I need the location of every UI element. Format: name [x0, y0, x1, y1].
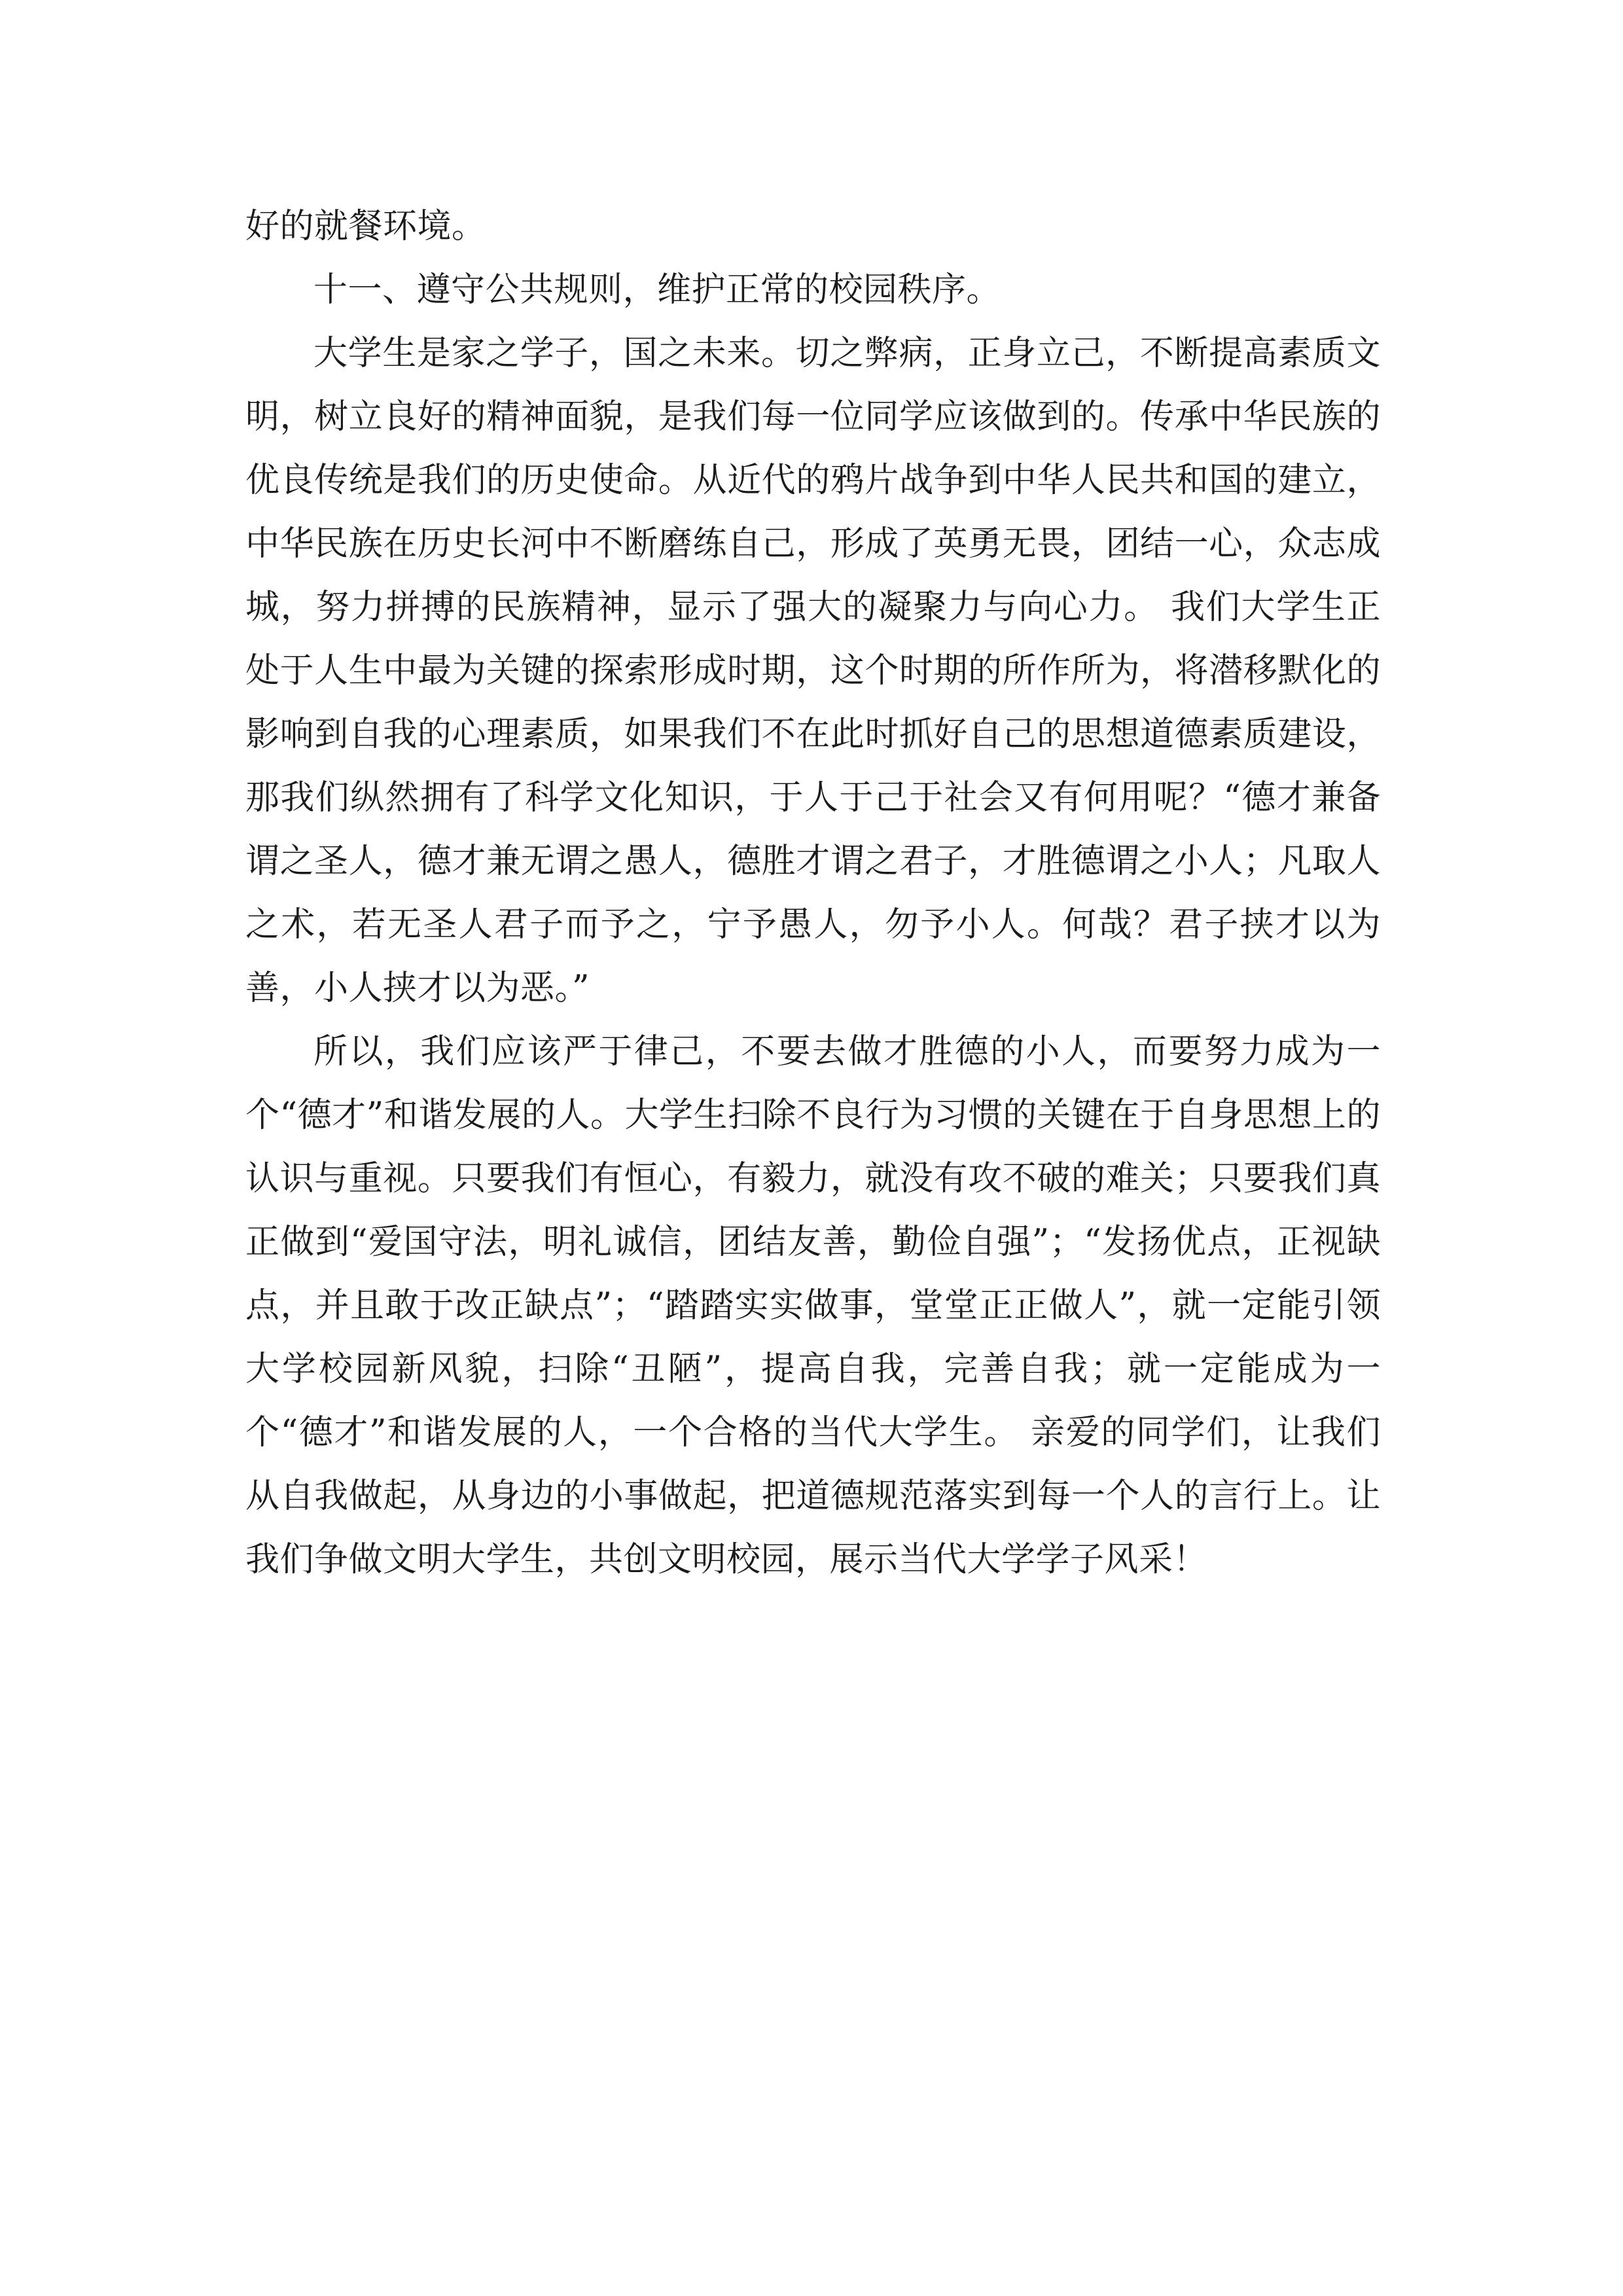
- document-body: [245, 195, 1381, 1592]
- paragraph-rule-heading: 十一、遵守公共规则，维护正常的校园秩序。: [313, 270, 1001, 310]
- paragraph-continuation: 好的就餐环境。: [245, 207, 486, 246]
- paragraph-conclusion: 所以，我们应该严于律己，不要去做才胜德的小人，而要努力成为一个“德才”和谐发展的人。大学生扫除不良行为习惯的关键在于自身思想上的认识与重视。只要我们有恒心，有毅力，就没有攻不破的难关；只要我们真正做到“爱国守法，明礼诚信，团结友善，勤俭自强”；“发扬优点，正视缺点，并且敢于改正缺点”；“踏踏实实做事，堂堂正正做人”，就一定能引领大学校园新风貌，扫除“丑陋”，提高自我，完善自我；就一定能成为一个“德才”和谐发展的人，一个合格的当代大学生。 亲爱的同学们，让我们从自我做起，从身边的小事做起，把道德规范落实到每一个人的言行上。让我们争做文明大学生，共创文明校园，展示当代大学学子风采！: [245, 1032, 1381, 1579]
- paragraph-body: 大学生是家之学子，国之未来。切之弊病，正身立己，不断提高素质文明，树立良好的精神面貌，是我们每一位同学应该做到的。传承中华民族的优良传统是我们的历史使命。从近代的鸦片战争到中华人民共和国的建立，中华民族在历史长河中不断磨练自己，形成了英勇无畏，团结一心，众志成城，努力拼搏的民族精神，显示了强大的凝聚力与向心力。 我们大学生正处于人生中最为关键的探索形成时期，这个时期的所作所为，将潜移默化的影响到自我的心理素质，如果我们不在此时抓好自己的思想道德素质建设，那我们纵然拥有了科学文化知识，于人于己于社会又有何用呢？“德才兼备谓之圣人，德才兼无谓之愚人，德胜才谓之君子，才胜德谓之小人；凡取人之术，若无圣人君子而予之，宁予愚人，勿予小人。何哉？君子挟才以为善，小人挟才以为恶。”: [245, 334, 1381, 1008]
